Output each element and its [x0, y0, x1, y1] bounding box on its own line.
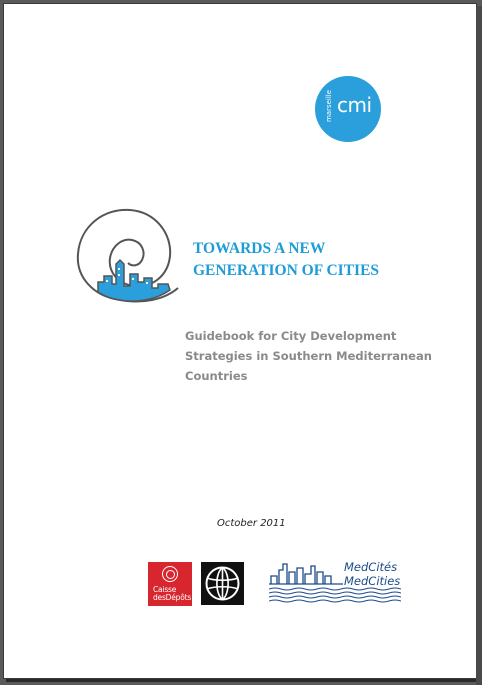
cover-title-line-1: TOWARDS A NEW: [193, 240, 326, 257]
medcities-logo-line-2: MedCities: [344, 574, 401, 588]
cmi-marseille-logo: [315, 76, 381, 142]
caisse-logo-line-2: desDépôts: [153, 593, 192, 602]
cover-subtitle-line-1: Guidebook for City Development: [185, 329, 397, 343]
medcities-logo-text: [344, 560, 400, 588]
cmi-logo-text: cmi: [337, 93, 372, 117]
publication-date: October 2011: [217, 518, 286, 529]
medcities-skyline-icon: [269, 560, 343, 606]
cmi-logo-city: marseille: [325, 89, 333, 123]
caisse-seal-icon: [162, 566, 178, 582]
page-shadow: [476, 6, 482, 685]
world-bank-logo: [201, 562, 244, 605]
caisse-des-depots-logo: [148, 562, 192, 606]
cover-subtitle: [185, 326, 475, 386]
cover-subtitle-line-2: Strategies in Southern Mediterranean: [185, 349, 432, 363]
world-bank-globe-icon: [201, 562, 244, 605]
medcities-logo-line-1: MedCités: [344, 560, 398, 574]
caisse-logo-line-1: Caisse: [153, 585, 177, 594]
cover-title: [193, 238, 463, 282]
document-page: [3, 3, 477, 679]
cover-title-line-2: GENERATION OF CITIES: [193, 262, 380, 279]
cover-subtitle-line-3: Countries: [185, 369, 248, 383]
spiral-city-emblem-icon: [72, 204, 192, 314]
